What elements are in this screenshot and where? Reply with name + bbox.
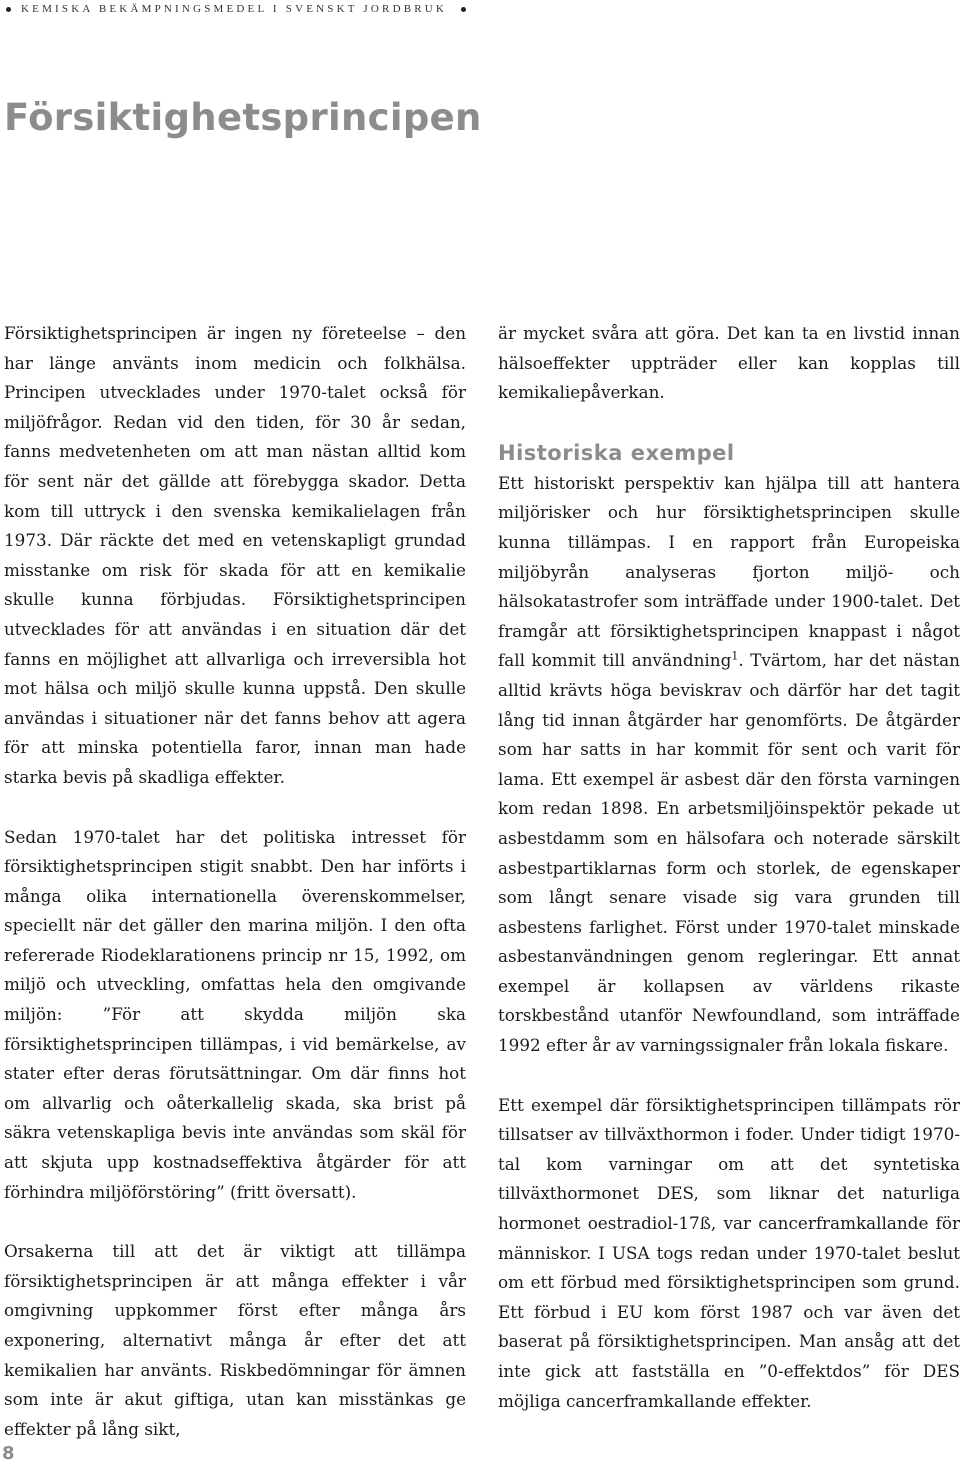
- paragraph-text: Ett historiskt perspektiv kan hjälpa till att hantera miljörisker och hur försiktighetsprincipen skulle kunna tillämpas. I en rapport från Europeiska miljöbyrån analyseras fjorton miljö- och hälsokatastrofer som inträffade under 1900-talet. Det framgår att försiktighetsprincipen knappast i något fall kommit till användning: [498, 472, 960, 671]
- paragraph: Försiktighetsprincipen är ingen ny företeelse – den har länge använts inom medicin och folkhälsa. Principen utvecklades under 1970-talet också för miljöfrågor. Redan vid den tiden, för 30 år sedan, fanns medvetenheten om att man nästan alltid kom för sent när det gällde att förebygga skador. Detta kom till uttryck i den svenska kemikalielagen från 1973. Där räckte det med en vetenskapligt grundad misstanke om risk för skada för att en kemikalie skulle kunna förbjudas. Försiktighetsprincipen utvecklades för att användas i en situation där det fanns en möjlighet att allvarliga och irreversibla hot mot hälsa och miljö skulle kunna uppstå. Den skulle användas i situationer när det fanns behov att agera för att minska potentiella faror, innan man hade starka bevis på skadliga effekter.: [4, 323, 466, 787]
- bullet-icon: [461, 7, 466, 12]
- paragraph: Sedan 1970-talet har det politiska intresset för försiktighetsprincipen stigit snabbt. Den har införts i många olika internationella överenskommelser, speciellt när det gäller den marina miljön. I den ofta refererade Riodeklarationens princip nr 15, 1992, om miljö och utveckling, omfattas hela den omgivande miljön: ”För att skydda miljön ska försiktighetsprincipen tillämpas, i vid bemärkelse, av stater efter deras förutsättningar. Om där finns hot om allvarlig och oåterkallelig skada, ska brist på säkra vetenskapliga bevis inte användas som skäl för att skjuta upp kostnadseffektiva åtgärder för att förhindra miljöförstöring” (fritt översatt).: [4, 826, 466, 1202]
- left-column: [4, 319, 466, 1444]
- paragraph-text: . Tvärtom, har det nästan alltid krävts höga beviskrav och därför har det tagit lång tid innan åtgärder har genomförts. De åtgärder som har satts in har kommit för sent och varit för lama. Ett exempel är asbest där den första varningen kom redan 1898. En arbetsmiljöinspektör pekade ut asbestdamm som en hälsofara och noterade särskilt asbestpartiklarnas form och storlek, de egenskaper som långt senare visade sig vara grunden till asbestens farlighet. Först under 1970-talet minskade asbestanvändningen genom regleringar. Ett annat exempel är kollapsen av världens rikaste torskbestånd utanför Newfoundland, som inträffade 1992 efter år av varningssignaler från lokala fiskare.: [498, 650, 960, 1056]
- section-heading: Historiska exempel: [498, 440, 735, 465]
- paragraph: är mycket svåra att göra. Det kan ta en livstid innan hälsoeffekter uppträder eller kan kopplas till kemikaliepåverkan.: [498, 323, 960, 403]
- paragraph: [498, 469, 960, 1061]
- right-column: [498, 319, 960, 1416]
- paragraph: Ett exempel där försiktighetsprincipen tillämpats rör tillsatser av tillväxthormon i foder. Under tidigt 1970-tal kom varningar om att det syntetiska tillväxthormonet DES, som liknar det naturliga hormonet oestradiol-17ß, var cancerframkallande för människor. I USA togs redan under 1970-talet beslut om ett förbud med försiktighetsprincipen som grund. Ett förbud i EU kom först 1987 och var även det baserat på försiktighetsprincipen. Man ansåg att det inte gick att fastställa en ”0-effektdos” för DES möjliga cancerframkallande effekter.: [498, 1094, 960, 1411]
- bullet-icon: [6, 7, 11, 12]
- footnote-ref[interactable]: 1: [731, 649, 739, 663]
- running-header: [0, 0, 960, 18]
- page-number: 8: [2, 1443, 15, 1464]
- running-header-text: KEMISKA BEKÄMPNINGSMEDEL I SVENSKT JORDBRUK: [21, 3, 448, 15]
- paragraph: Orsakerna till att det är viktigt att tillämpa försiktighetsprincipen är att många effekter i vår omgivning uppkommer först efter många års exponering, alternativt många år efter det att kemikalien har använts. Riskbedömningar för ämnen som inte är akut giftiga, utan kan misstänkas ge effekter på lång sikt,: [4, 1241, 466, 1439]
- page-title: Försiktighetsprincipen: [4, 96, 482, 139]
